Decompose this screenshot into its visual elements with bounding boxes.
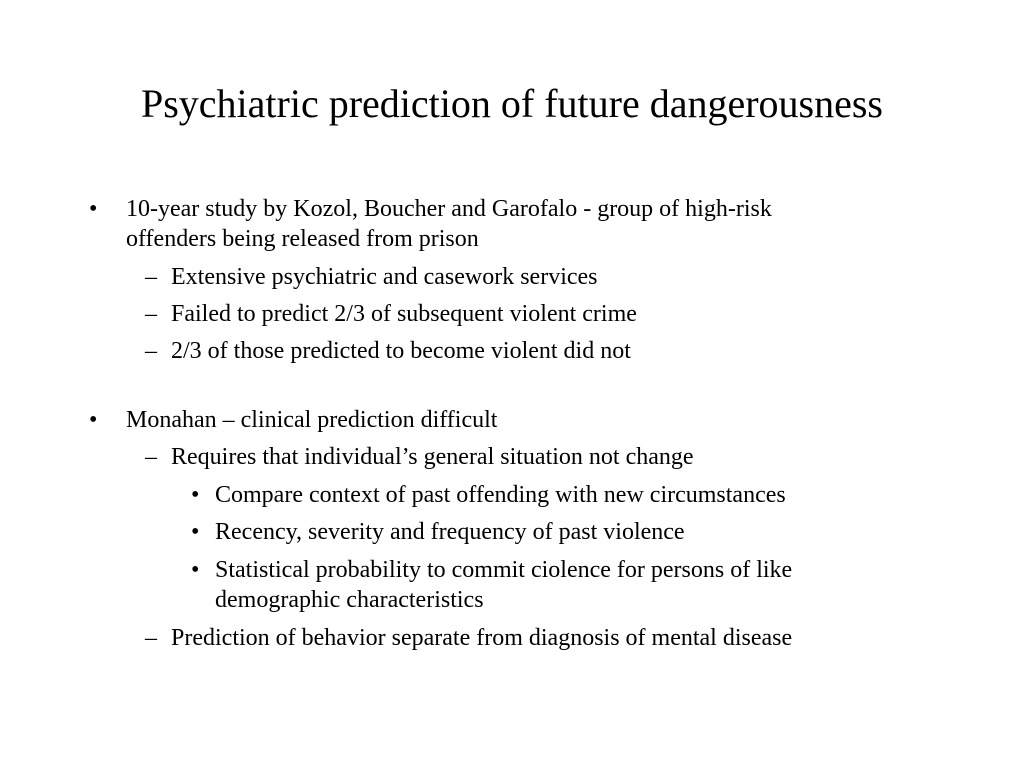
slide-title: Psychiatric prediction of future dangerousness xyxy=(140,81,883,126)
subitem-text: Requires that individual’s general situation not change xyxy=(171,444,694,470)
subsubitem-text: Compare context of past offending with new circumstances xyxy=(215,482,786,508)
subitem-text: Failed to predict 2/3 of subsequent violent crime xyxy=(171,301,637,327)
subsubitem-marker: • xyxy=(191,519,200,545)
subsubitem-text: Recency, severity and frequency of past violence xyxy=(215,519,685,545)
subitem-marker: – xyxy=(145,338,157,364)
bullet-marker: • xyxy=(89,196,98,222)
bullet-marker: • xyxy=(89,407,98,433)
subsubitem-marker: • xyxy=(191,482,200,508)
subsubitem-marker: • xyxy=(191,557,200,583)
subsubitem-text-continued: demographic characteristics xyxy=(215,587,484,613)
subitem-text: Prediction of behavior separate from diagnosis of mental disease xyxy=(171,625,793,651)
bullet-text: 10-year study by Kozol, Boucher and Garofalo - group of high-risk xyxy=(126,196,772,222)
bullet-text: Monahan – clinical prediction difficult xyxy=(126,407,498,433)
subitem-marker: – xyxy=(145,625,157,651)
subitem-marker: – xyxy=(145,301,157,327)
bullet-text-continued: offenders being released from prison xyxy=(126,226,479,252)
subitem-text: Extensive psychiatric and casework services xyxy=(171,264,598,290)
subitem-marker: – xyxy=(145,264,157,290)
subitem-marker: – xyxy=(145,444,157,470)
subitem-text: 2/3 of those predicted to become violent did not xyxy=(171,338,631,364)
subsubitem-text: Statistical probability to commit ciolence for persons of like xyxy=(215,557,793,583)
